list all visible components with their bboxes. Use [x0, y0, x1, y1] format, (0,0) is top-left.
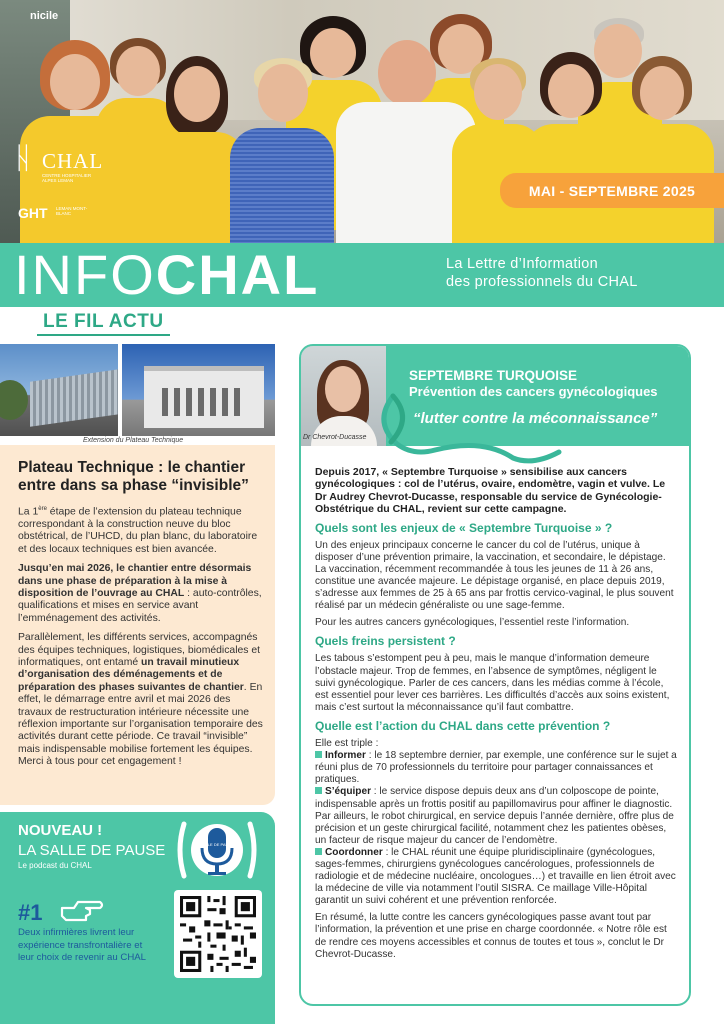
- hero-sign-text: nicile: [30, 10, 59, 22]
- article-subtitle: Prévention des cancers gynécologiques: [409, 384, 658, 399]
- podcast-title: LA SALLE DE PAUSE: [18, 842, 166, 859]
- mic-label: SALLE DE PAUSE: [200, 842, 234, 847]
- chal-logo: [14, 141, 104, 183]
- plateau-heading: Plateau Technique : le chantier entre dans sa phase “invisible”: [18, 459, 249, 494]
- ght-logo-subtitle: LEMAN MONT-BLANC: [56, 206, 88, 216]
- plateau-paragraph-1: La 1ère étape de l’extension du plateau technique correspondant à la construction neuve du bloc obstétrical, de l’UHCD, du plan blanc, du laboratoire et des locaux techniques est bien avancée.: [18, 506, 258, 555]
- building-photo-2: [122, 344, 275, 436]
- bullet-equiper: S’équiper : le service dispose depuis deux ans d’un colposcope de pointe, indispensable après un frottis positif au papillomavirus pour affiner le diagnostic. Par ailleurs, le robot chirurgical, en service depuis l’année dernière, offre plus de précision et un geste chirurgical facilité, notamment chez les patientes obèses, un facteur de risque majeur du cancer de l’endomètre.: [315, 786, 674, 846]
- answer-1-paragraph-2: Pour les autres cancers gynécologiques, l’essentiel reste l’information.: [315, 617, 630, 629]
- septembre-turquoise-article: [299, 344, 691, 1006]
- plateau-paragraph-2: Jusqu’en mai 2026, le chantier entre désormais dans une phase de préparation à la mise à disposition de l’ouvrage au CHAL : auto-contrôles, qualifications et mises en service avant l’emménagement des activités.: [18, 563, 262, 624]
- microphone-icon: [176, 818, 258, 882]
- masthead-title-chal: CHAL: [155, 243, 320, 306]
- hero-photo: [0, 0, 724, 243]
- ght-logo-name: GHT: [18, 205, 48, 221]
- masthead-tagline: [446, 255, 638, 291]
- podcast-subtitle: Le podcast du CHAL: [18, 861, 92, 870]
- masthead-title-info: INFO: [14, 243, 156, 306]
- answer-3-lead: Elle est triple :: [315, 738, 379, 750]
- podcast-description: Deux infirmières livrent leur expérience transfrontalière et leur choix de revenir au CHAL: [18, 927, 146, 964]
- article-content: [315, 466, 677, 966]
- building-photo-1: [0, 344, 118, 436]
- masthead-title: [14, 243, 319, 307]
- article-quote: “lutter contre la méconnaissance”: [413, 410, 658, 427]
- issue-date-banner: MAI - SEPTEMBRE 2025: [500, 173, 724, 208]
- article-intro: Depuis 2017, « Septembre Turquoise » sensibilise aux cancers gynécologiques : col de l’utérus, ovaire, endomètre, vagin et vulve. Le Dr Audrey Chevrot-Ducasse, responsable du service de Gynécologie-Obstétrique du CHAL, revient sur cette campagne.: [315, 466, 666, 516]
- masthead-tagline-line2: des professionnels du CHAL: [446, 274, 638, 290]
- square-bullet-icon: [315, 848, 322, 855]
- answer-1-paragraph-1: Un des enjeux principaux concerne le cancer du col de l’utérus, unique à disposer d’une prévention primaire, la vaccination, et secondaire, le dépistage. La vaccination, récemment recommandée à tous les jeunes de 11 à 26 ans, constitue une avancée majeure. Le dépistage organisé, en place depuis 2019, s’adresse aux femmes de 25 à 65 ans par frottis cervico-vaginal, le plus souvent réalisé par un médecin généraliste ou une sage-femme.: [315, 539, 674, 612]
- question-1: Quels sont les enjeux de « Septembre Turquoise » ?: [315, 520, 613, 535]
- podcast-box: [0, 812, 275, 1024]
- plateau-body: [18, 503, 263, 776]
- photo-caption: Extension du Plateau Technique: [80, 436, 186, 445]
- ght-logo: [18, 205, 88, 221]
- podcast-new-label: NOUVEAU !: [18, 822, 103, 839]
- portrait-caption: Dr Chevrot-Ducasse: [303, 434, 367, 441]
- section-title: LE FIL ACTU: [43, 311, 164, 332]
- article-title: SEPTEMBRE TURQUOISE: [409, 368, 578, 383]
- square-bullet-icon: [315, 751, 322, 758]
- masthead-tagline-line1: La Lettre d’Information: [446, 256, 598, 272]
- bullet-informer: Informer : le 18 septembre dernier, par exemple, une conférence sur le sujet a réuni plus de 70 professionnels du territoire pour partager connaissances et pratiques.: [315, 750, 677, 786]
- masthead: [0, 243, 724, 307]
- podcast-qr-code[interactable]: [174, 890, 262, 978]
- plateau-paragraph-3: Parallèlement, les différents services, accompagnés des équipes techniques, logistiques, biomédicales et informatiques, ont entamé un travail minutieux d’organisation des déménagements et de préparation des phases suivantes de chantier. En effet, le démarrage entre avril et mai 2026 des travaux de restructuration intérieure nécessite une réflexion importante sur l’organisation temporaire des activités durant cette période. Ce travail “invisible” mais indispensable mobilise fortement les équipes. Merci à tous pour cet engagement !: [18, 632, 263, 768]
- plateau-article: [0, 445, 275, 805]
- question-2: Quels freins persistent ?: [315, 634, 456, 649]
- plateau-photos: [0, 344, 275, 444]
- answer-2: Les tabous s’estompent peu à peu, mais le manque d’information demeure l’obstacle majeur. Trop de femmes, en l’absence de symptômes, négligent le suivi gynécologique. Parler de ces cancers, dans les médias comme à l’école, est essentiel pour lever ces barrières. Les difficultés d’accès aux soins existent, mais c’est surtout la méconnaissance qu’il faut combattre.: [315, 653, 670, 713]
- article-conclusion: En résumé, la lutte contre les cancers gynécologiques passe avant tout par l’information, la prévention et une prise en charge coordonnée. « Notre rôle est de rendre ces moyens accessibles et connus de toutes et tous », conclut le Dr Chevrot-Ducasse.: [315, 912, 667, 960]
- qr-code-icon: [180, 896, 256, 972]
- turquoise-ribbon-icon: [363, 392, 563, 466]
- chal-logo-name: CHAL: [42, 149, 104, 173]
- chal-logo-subtitle: CENTRE HOSPITALIER ALPES LEMAN: [42, 173, 92, 183]
- bullet-coordonner: Coordonner : le CHAL réunit une équipe pluridisciplinaire (gynécologues, sages-femmes, chirurgiens gynécologues cancérologues, professionnels de radiologie et de médecine nucléaire, oncologues…) et travaille en lien étroit avec la médecine de ville via notamment l’outil SISRA. Ce maillage Ville-Hôpital garantit un suivi cohérent et une prévention renforcée.: [315, 846, 676, 907]
- question-3: Quelle est l’action du CHAL dans cette prévention ?: [315, 718, 611, 733]
- square-bullet-icon: [315, 787, 322, 794]
- chal-logo-mark: ᚺ: [14, 141, 32, 176]
- pointing-hand-icon: [60, 896, 106, 924]
- podcast-episode-number: #1: [18, 900, 43, 925]
